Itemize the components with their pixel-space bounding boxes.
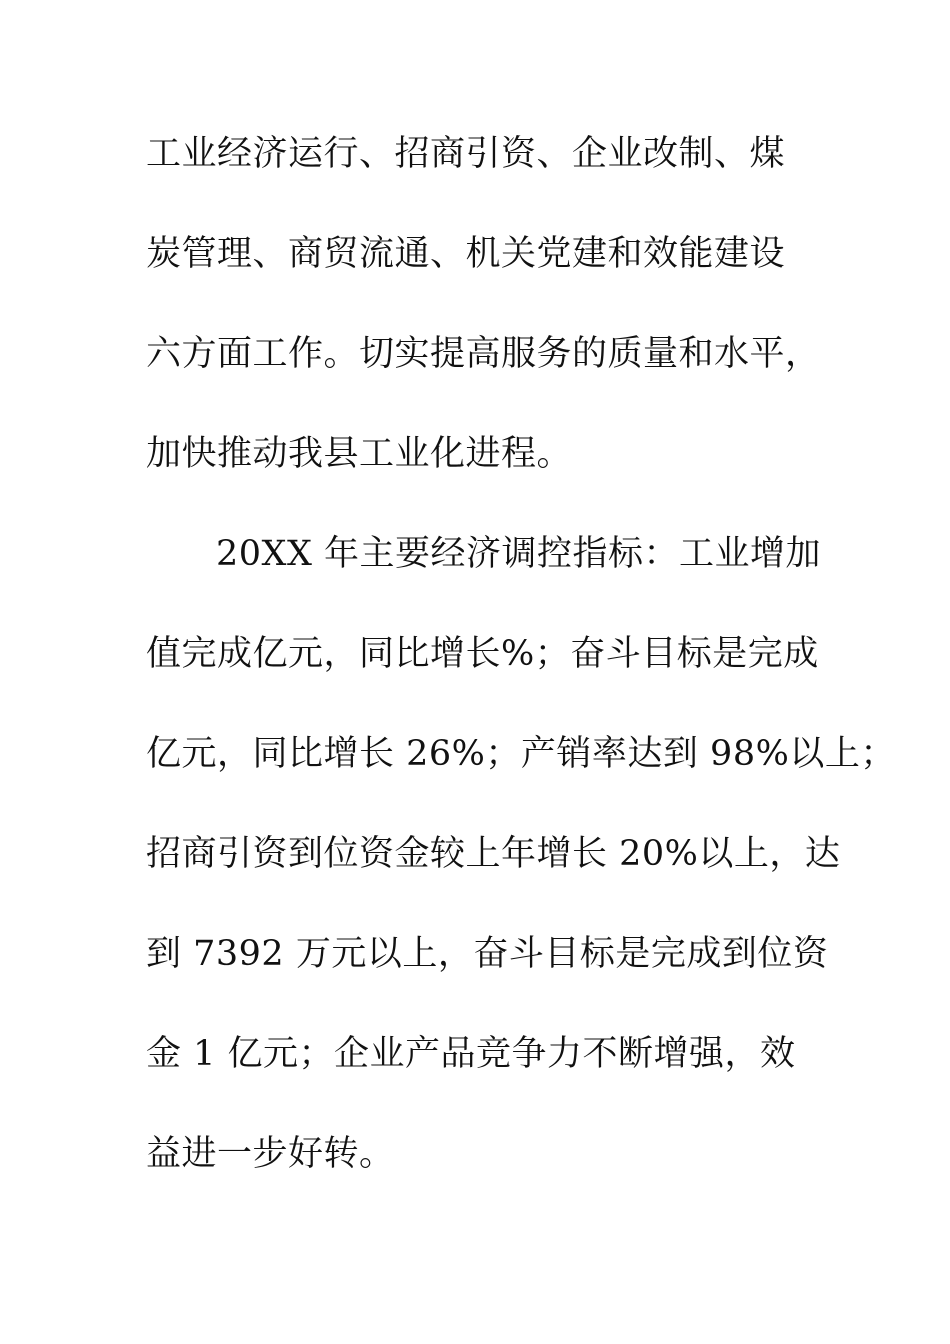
text-line: 工业经济运行、招商引资、企业改制、煤 (146, 134, 786, 174)
text-line: 亿元，同比增长 26%；产销率达到 98%以上； (146, 734, 896, 774)
text-line: 益进一步好转。 (146, 1134, 395, 1174)
text-line: 值完成亿元，同比增长%；奋斗目标是完成 (146, 634, 819, 674)
text-line: 金 1 亿元；企业产品竞争力不断增强，效 (146, 1034, 796, 1074)
text-line: 炭管理、商贸流通、机关党建和效能建设 (146, 234, 786, 274)
body-text (146, 124, 896, 1224)
text-line: 加快推动我县工业化进程。 (146, 434, 573, 474)
text-line: 到 7392 万元以上，奋斗目标是完成到位资 (146, 934, 829, 974)
text-line: 招商引资到位资金较上年增长 20%以上，达 (146, 834, 841, 874)
paragraph-first-line: 20XX 年主要经济调控指标：工业增加 (216, 534, 821, 574)
text-line: 六方面工作。切实提高服务的质量和水平， (146, 334, 821, 374)
